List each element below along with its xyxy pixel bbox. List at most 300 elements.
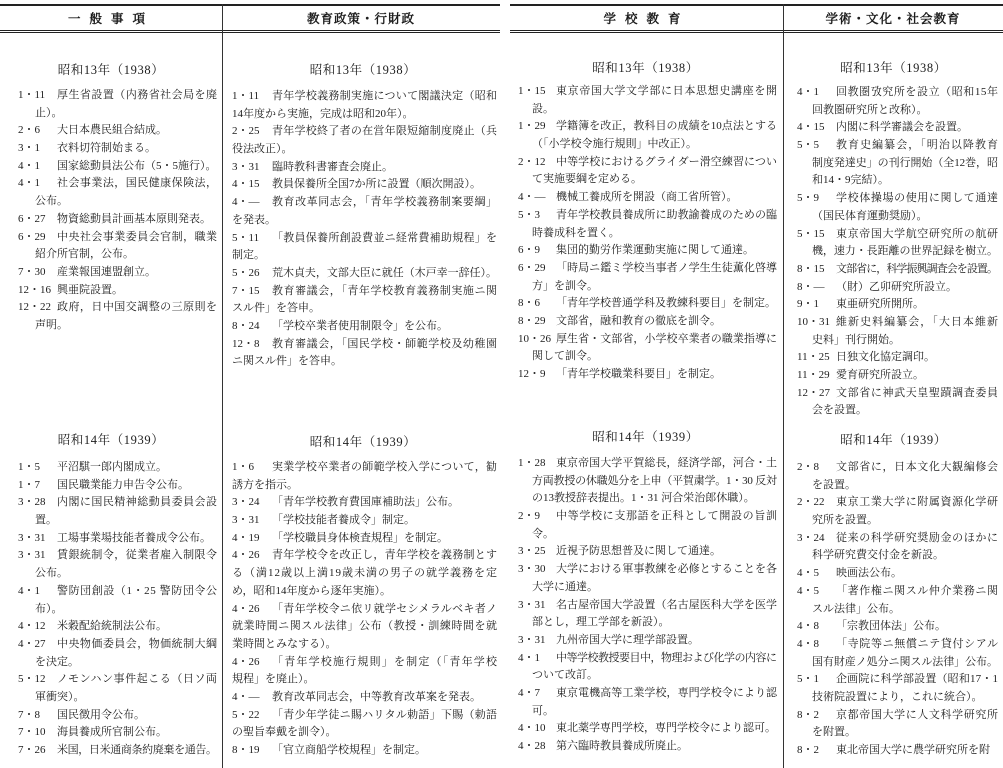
chronology-entry xyxy=(18,618,217,636)
chronology-entry xyxy=(18,229,217,264)
entry-line xyxy=(18,654,217,672)
chronology-entry xyxy=(797,84,998,119)
entry-date: 12・9 xyxy=(518,368,546,380)
entry-list xyxy=(518,83,777,384)
entry-list xyxy=(518,455,777,756)
entry-line xyxy=(797,243,998,261)
entry-text: 「寺院等ニ無償ニテ貸付シアル xyxy=(836,637,999,650)
entry-text: 「官立商船学校規程」を制定。 xyxy=(272,744,426,756)
chronology-entry xyxy=(18,158,217,176)
chronology-entry xyxy=(232,318,497,336)
entry-list xyxy=(18,459,217,760)
entry-line xyxy=(232,176,497,194)
entry-text: 関して訓令。 xyxy=(532,350,598,363)
entry-line xyxy=(518,260,777,278)
chronology-entry xyxy=(797,261,998,279)
entry-text: 科学研究費交付金を新設。 xyxy=(812,549,944,562)
chronology-entry xyxy=(18,671,217,706)
chronology-entry xyxy=(232,494,497,512)
entry-text: 東京帝国大学航空研究所の航研 xyxy=(836,227,999,240)
chronology-entry xyxy=(518,543,777,561)
entry-text: 「青年学校職業科要目」を制定。 xyxy=(556,368,721,380)
entry-line xyxy=(518,83,777,101)
entry-line xyxy=(232,247,497,265)
entry-text: （国民体育運動奨励）。 xyxy=(812,209,928,222)
entry-date: 7・26 xyxy=(18,744,46,756)
entry-line xyxy=(797,654,998,672)
entry-date: 8・2 xyxy=(797,744,819,756)
entry-date: 8・29 xyxy=(518,314,546,327)
entry-text: 厚生省設置（内務省社会局を廃 xyxy=(57,89,218,101)
chronology-entry xyxy=(232,123,497,158)
entry-line xyxy=(518,508,777,526)
entry-line xyxy=(18,175,217,193)
entry-line xyxy=(232,283,497,301)
entry-line xyxy=(232,654,497,672)
entry-line xyxy=(797,119,998,137)
entry-line xyxy=(518,667,777,685)
entry-line xyxy=(232,212,497,230)
chronology-entry xyxy=(518,313,777,331)
chronology-entry xyxy=(518,597,777,632)
entry-text: 米国，日米通商条約廃棄を通告。 xyxy=(57,744,217,756)
entry-line xyxy=(18,512,217,530)
entry-date: 5・15 xyxy=(797,227,825,240)
entry-text: 米穀配給統制法公布。 xyxy=(57,620,167,633)
entry-text: 就業時間ニ関スル法律」公布（教授・訓練時間を就 xyxy=(232,620,498,633)
chronology-entry xyxy=(797,190,998,225)
entry-text: 究所を設置。 xyxy=(812,514,878,527)
entry-line xyxy=(232,300,497,318)
entry-text: 臨時教科書審査会廃止。 xyxy=(272,160,393,173)
entry-line xyxy=(797,261,998,279)
chronology-entry xyxy=(232,159,497,177)
entry-line xyxy=(232,724,497,742)
entry-line xyxy=(797,279,998,297)
entry-date: 4・5 xyxy=(797,567,819,580)
entry-text: 愛育研究所設立。 xyxy=(836,369,924,381)
chronology-entry xyxy=(797,494,998,529)
entry-line xyxy=(797,84,998,102)
entry-text: 会を設置。 xyxy=(812,404,867,417)
entry-line xyxy=(232,88,497,106)
entry-text: 設。 xyxy=(532,102,554,115)
entry-text: 和14・9完結）。 xyxy=(812,174,889,187)
entry-date: 4・26 xyxy=(232,549,260,562)
chronology-entry xyxy=(797,296,998,314)
entry-line xyxy=(797,636,998,654)
chronology-entry xyxy=(232,601,497,654)
entry-line xyxy=(518,207,777,225)
entry-text: 青年学校終了者の在営年限短縮制度廃止（兵 xyxy=(272,125,498,138)
entry-text: 海員養成所官制公布。 xyxy=(57,726,167,739)
chronology-entry xyxy=(518,650,777,685)
entry-line xyxy=(797,402,998,420)
entry-line xyxy=(232,636,497,654)
entry-text: 14年度から実施，完成は昭和20年）。 xyxy=(232,107,414,120)
entry-text: 政府，日中国交調整の三原則を xyxy=(57,301,218,314)
entry-date: 12・27 xyxy=(797,386,830,399)
entry-text: 青年学校義務制実施について閣議決定（昭和 xyxy=(272,90,498,102)
entry-text: 中等学校に支那語を正科として開設の旨訓 xyxy=(556,510,778,523)
entry-text: 「青年学校令ニ依リ就学セシメラルベキ者ノ xyxy=(272,602,498,615)
entry-text: 置。 xyxy=(35,514,57,527)
entry-date: 7・15 xyxy=(232,284,260,297)
entry-line xyxy=(797,547,998,565)
column-header-label: 学校教育 xyxy=(603,11,690,26)
entry-line xyxy=(232,159,497,177)
entry-text: 企画院に科学部設置（昭和17・1 xyxy=(836,673,999,686)
entry-text: 文部省に，科学振興調査会を設置。 xyxy=(836,262,998,275)
entry-text: 可。 xyxy=(532,704,554,717)
chronology-entry xyxy=(232,689,497,707)
chronology-entry xyxy=(518,685,777,720)
entry-date: 5・12 xyxy=(18,673,46,686)
chronology-entry xyxy=(797,618,998,636)
entry-line xyxy=(232,230,497,248)
year-heading: 昭和13年（1938） xyxy=(57,63,165,77)
entry-line xyxy=(518,703,777,721)
entry-text: 文部省に神武天皇聖蹟調査委員 xyxy=(836,386,999,399)
entry-date: 8・2 xyxy=(797,708,819,721)
entry-date: 3・1 xyxy=(18,142,40,155)
year-heading: 昭和13年（1938） xyxy=(592,61,699,75)
entry-date: 4・1 xyxy=(18,159,40,172)
entry-line xyxy=(18,140,217,158)
entry-line xyxy=(232,742,497,760)
entry-text: 部とし，理工学部を新設）。 xyxy=(532,616,670,629)
entry-line xyxy=(518,331,777,349)
entry-line xyxy=(232,123,497,141)
entry-text: 教育審議会，「青年学校教育義務制実施ニ関 xyxy=(272,284,498,297)
entry-line xyxy=(797,618,998,636)
entry-text: ニ関スル件」を答申。 xyxy=(232,355,342,368)
chronology-entry xyxy=(797,226,998,261)
entry-text: 興亜院設置。 xyxy=(57,283,123,296)
entry-date: 10・31 xyxy=(797,315,830,328)
entry-line xyxy=(518,295,777,313)
entry-line xyxy=(232,194,497,212)
entry-date: 2・25 xyxy=(232,125,260,138)
entry-text: 時養成科を置く。 xyxy=(532,226,620,239)
entry-text: を発表。 xyxy=(232,213,276,226)
chronology-entry xyxy=(18,175,217,210)
entry-text: 東北帝国大学に農学研究所を附 xyxy=(836,744,990,756)
entry-date: 4・28 xyxy=(518,740,546,752)
entry-text: 回教圏研究所と改称）。 xyxy=(812,103,928,116)
entry-text: 国民徴用令公布。 xyxy=(57,708,145,721)
entry-line xyxy=(18,211,217,229)
entry-line xyxy=(518,189,777,207)
chronology-entry xyxy=(518,242,777,260)
chronology-entry xyxy=(518,632,777,650)
year-heading: 昭和13年（1938） xyxy=(840,61,947,75)
entry-text: 教員保養所全国7か所に設置（順次開設）。 xyxy=(272,178,481,191)
chronology-entry xyxy=(232,654,497,689)
chronology-entry xyxy=(18,742,217,760)
entry-line xyxy=(518,561,777,579)
entry-text: 東京帝国大学平賀総長，経済学部，河合・土 xyxy=(556,457,778,469)
entry-line xyxy=(797,367,998,385)
entry-line xyxy=(232,477,497,495)
entry-date: 5・3 xyxy=(518,208,540,221)
entry-text: 「青年学校教育費国庫補助法」公布。 xyxy=(272,496,459,509)
entry-text: 教育改革同志会，「青年学校義務制案要綱」 xyxy=(272,196,498,209)
chronology-entry xyxy=(797,119,998,137)
entry-date: 7・8 xyxy=(18,708,40,721)
entry-line xyxy=(797,102,998,120)
entry-date: 2・9 xyxy=(518,510,540,523)
chronology-entry xyxy=(797,707,998,742)
entry-date: 8・15 xyxy=(797,262,825,275)
entry-line xyxy=(18,671,217,689)
column-header-label: 教育政策・行財政 xyxy=(306,11,415,26)
entry-line xyxy=(518,101,777,119)
entry-date: 4・10 xyxy=(518,722,546,735)
entry-text: 機，速力・長距離の世界記録を樹立。 xyxy=(812,245,998,258)
entry-date: 4・― xyxy=(232,690,260,703)
chronology-entry xyxy=(518,508,777,543)
chronology-entry xyxy=(797,671,998,706)
entry-text: 「青少年学徒ニ賜ハリタル勅語」下賜（勅語 xyxy=(272,708,498,721)
entry-line xyxy=(518,225,777,243)
chronology-entry xyxy=(18,494,217,529)
year-heading: 昭和14年（1939） xyxy=(592,430,699,444)
entry-text: 方両教授の休職処分を上申（平賀粛学。1・30 反対 xyxy=(532,474,777,487)
entry-text: 産業報国連盟創立。 xyxy=(57,265,156,278)
entry-date: 6・29 xyxy=(18,230,46,243)
entry-line xyxy=(232,353,497,371)
entry-line xyxy=(797,742,998,760)
entry-text: 役法改正）。 xyxy=(232,143,293,156)
chronology-entry xyxy=(18,707,217,725)
entry-text: 九州帝国大学に理学部設置。 xyxy=(556,633,699,646)
entry-text: 布）。 xyxy=(35,602,63,615)
entry-date: 12・8 xyxy=(232,337,260,350)
entry-text: 維新史料編纂会，「大日本維新 xyxy=(836,315,1000,328)
chronology-entry xyxy=(518,83,777,118)
entry-line xyxy=(518,455,777,473)
entry-line xyxy=(797,226,998,244)
chronology-entry xyxy=(232,742,497,760)
entry-date: 2・6 xyxy=(18,124,40,137)
entry-text: 物資総動員計画基本原則発表。 xyxy=(57,212,211,225)
entry-line xyxy=(18,636,217,654)
entry-line xyxy=(18,87,217,105)
entry-text: 令。 xyxy=(532,527,554,540)
entry-line xyxy=(18,105,217,123)
chronology-entry xyxy=(797,367,998,385)
entry-text: 映画法公布。 xyxy=(836,567,902,580)
entry-line xyxy=(518,278,777,296)
entry-date: 8・― xyxy=(797,280,825,293)
entry-text: 名古屋帝国大学設置（名古屋医科大学を医学 xyxy=(556,598,778,611)
entry-text: め，昭和14年度から逐年実施）。 xyxy=(232,584,392,597)
entry-text: 「宗教団体法」公布。 xyxy=(836,620,946,633)
year-heading: 昭和14年（1939） xyxy=(57,433,165,447)
entry-text: 衣料切符制始まる。 xyxy=(57,142,156,155)
chronology-entry xyxy=(518,455,777,508)
chronology-entry xyxy=(797,565,998,583)
entry-line xyxy=(518,614,777,632)
entry-text: 文部省，融和教育の徹底を訓令。 xyxy=(556,314,721,327)
entry-date: 3・31 xyxy=(232,160,260,173)
entry-list xyxy=(18,87,217,335)
chronology-entry xyxy=(518,720,777,738)
entry-list xyxy=(232,459,497,760)
entry-text: 方」を訓令。 xyxy=(532,279,598,292)
entry-line xyxy=(797,583,998,601)
entry-date: 4・1 xyxy=(18,584,40,597)
entry-line xyxy=(518,118,777,136)
entry-date: 1・29 xyxy=(518,120,546,133)
entry-date: 12・16 xyxy=(18,283,51,296)
entry-text: 賃銀統制令，従業者雇入制限令 xyxy=(57,549,218,562)
entry-text: 厚生省・文部省，小学校卒業者の職業指導に xyxy=(556,332,778,345)
column-general-affairs xyxy=(0,0,222,768)
entry-line xyxy=(518,154,777,172)
entry-line xyxy=(797,707,998,725)
chronology-entry xyxy=(18,282,217,300)
entry-line xyxy=(518,632,777,650)
entry-line xyxy=(18,246,217,264)
chronology-entry xyxy=(518,331,777,366)
chronology-entry xyxy=(18,459,217,477)
entry-text: 「学校卒業者使用制限令」を公布。 xyxy=(272,319,448,332)
entry-line xyxy=(797,512,998,530)
entry-line xyxy=(18,689,217,707)
entry-text: 荒木貞夫，文部大臣に就任（木戸幸一辞任）。 xyxy=(272,266,497,279)
entry-date: 3・31 xyxy=(18,531,46,544)
entry-line xyxy=(797,689,998,707)
entry-date: 5・26 xyxy=(232,266,260,279)
entry-date: 4・15 xyxy=(232,178,260,191)
entry-text: 公布。 xyxy=(35,567,68,580)
entry-date: 4・1 xyxy=(518,651,540,664)
entry-line xyxy=(518,171,777,189)
entry-line xyxy=(518,543,777,561)
entry-date: 3・24 xyxy=(797,531,825,544)
entry-text: 京都帝国大学に人文科学研究所 xyxy=(836,708,999,721)
column-header-label: 一般事項 xyxy=(67,11,154,26)
entry-date: 8・24 xyxy=(232,319,260,332)
entry-line xyxy=(518,242,777,260)
entry-text: 「時局ニ鑑ミ学校当事者ノ学生生徒薫化啓導 xyxy=(556,261,778,274)
chronology-entry xyxy=(18,87,217,122)
entry-text: 「青年学校施行規則」を制定（「青年学校 xyxy=(272,655,499,668)
entry-date: 5・5 xyxy=(797,139,819,152)
entry-date: 2・22 xyxy=(797,496,825,509)
chronology-entry xyxy=(797,459,998,494)
entry-line xyxy=(518,136,777,154)
entry-text: 規程」を廃止）。 xyxy=(232,673,315,686)
entry-text: 国有財産ノ処分ニ関スル法律」公布。 xyxy=(812,655,998,668)
chronology-entry xyxy=(18,547,217,582)
entry-text: ついて改訂。 xyxy=(532,669,598,682)
chronology-entry xyxy=(518,295,777,313)
chronology-entry xyxy=(232,459,497,494)
entry-text: 集団的勤労作業運動実施に関して通達。 xyxy=(556,244,754,257)
entry-list xyxy=(797,84,998,420)
entry-line xyxy=(518,650,777,668)
entry-date: 3・31 xyxy=(518,598,546,611)
entry-text: 警防団創設（1・25 警防団令公 xyxy=(57,584,218,597)
entry-text: 制度発達史」の刊行開始（全12巻，昭 xyxy=(812,156,998,169)
entry-text: 国民職業能力申告令公布。 xyxy=(57,478,189,491)
chronology-entry xyxy=(232,283,497,318)
chronology-entry xyxy=(232,176,497,194)
entry-text: 教育史編纂会，「明治以降教育 xyxy=(836,139,1000,152)
entry-line xyxy=(18,459,217,477)
entry-line xyxy=(797,724,998,742)
entry-text: る（満12歳以上満19歳未満の男子の就学義務を定 xyxy=(232,567,498,580)
entry-line xyxy=(18,707,217,725)
entry-date: 4・8 xyxy=(797,637,819,650)
entry-line xyxy=(18,547,217,565)
entry-date: 4・5 xyxy=(797,584,819,597)
entry-date: 4・― xyxy=(518,191,546,204)
entry-text: 中等学校教授要目中，物理および化学の内容に xyxy=(556,651,777,664)
entry-text: て実施要綱を定める。 xyxy=(532,173,642,186)
entry-text: 技術院設置により，これに統合）。 xyxy=(812,690,983,703)
entry-line xyxy=(518,313,777,331)
entry-line xyxy=(518,473,777,491)
entry-date: 6・9 xyxy=(518,244,540,257)
entry-line xyxy=(797,385,998,403)
column-academic-culture xyxy=(784,0,1003,768)
entry-line xyxy=(518,685,777,703)
entry-text: ノモンハン事件起こる（日ソ両 xyxy=(57,673,218,686)
entry-line xyxy=(18,724,217,742)
entry-text: 制定。 xyxy=(232,249,265,262)
chronology-entry xyxy=(232,547,497,600)
entry-date: 5・1 xyxy=(797,673,819,686)
entry-date: 4・7 xyxy=(518,686,540,699)
entry-line xyxy=(797,172,998,190)
entry-date: 8・19 xyxy=(232,744,260,756)
chronology-entry xyxy=(797,279,998,297)
entry-text: 中等学校におけるグライダー滑空練習につい xyxy=(556,155,778,168)
entry-date: 1・7 xyxy=(18,478,40,491)
chronology-entry xyxy=(518,366,777,384)
entry-line xyxy=(18,299,217,317)
column-education-policy xyxy=(223,0,503,768)
entry-date: 11・25 xyxy=(797,351,830,364)
chronology-entry xyxy=(518,154,777,189)
entry-text: （財）乙卯研究所設立。 xyxy=(836,280,957,293)
entry-date: 3・31 xyxy=(518,633,546,646)
entry-date: 12・22 xyxy=(18,301,51,314)
entry-line xyxy=(232,141,497,159)
entry-date: 8・6 xyxy=(518,297,540,310)
chronology-entry xyxy=(797,636,998,671)
entry-line xyxy=(232,512,497,530)
year-heading: 昭和14年（1939） xyxy=(840,433,947,447)
entry-text: 中央物価委員会，物価統制大綱 xyxy=(57,637,218,650)
entry-text: 東京電機高等工業学校，専門学校令により認 xyxy=(556,686,778,699)
entry-text: 紹介所官制，公布。 xyxy=(35,248,134,261)
entry-text: 声明。 xyxy=(35,318,68,331)
entry-list xyxy=(797,459,998,760)
entry-text: 近視予防思想普及に関して通達。 xyxy=(556,545,721,558)
entry-line xyxy=(518,366,777,384)
chronology-entry xyxy=(232,88,497,123)
entry-line xyxy=(232,547,497,565)
entry-text: を附置。 xyxy=(812,726,856,739)
entry-line xyxy=(232,583,497,601)
entry-line xyxy=(232,618,497,636)
entry-line xyxy=(18,618,217,636)
